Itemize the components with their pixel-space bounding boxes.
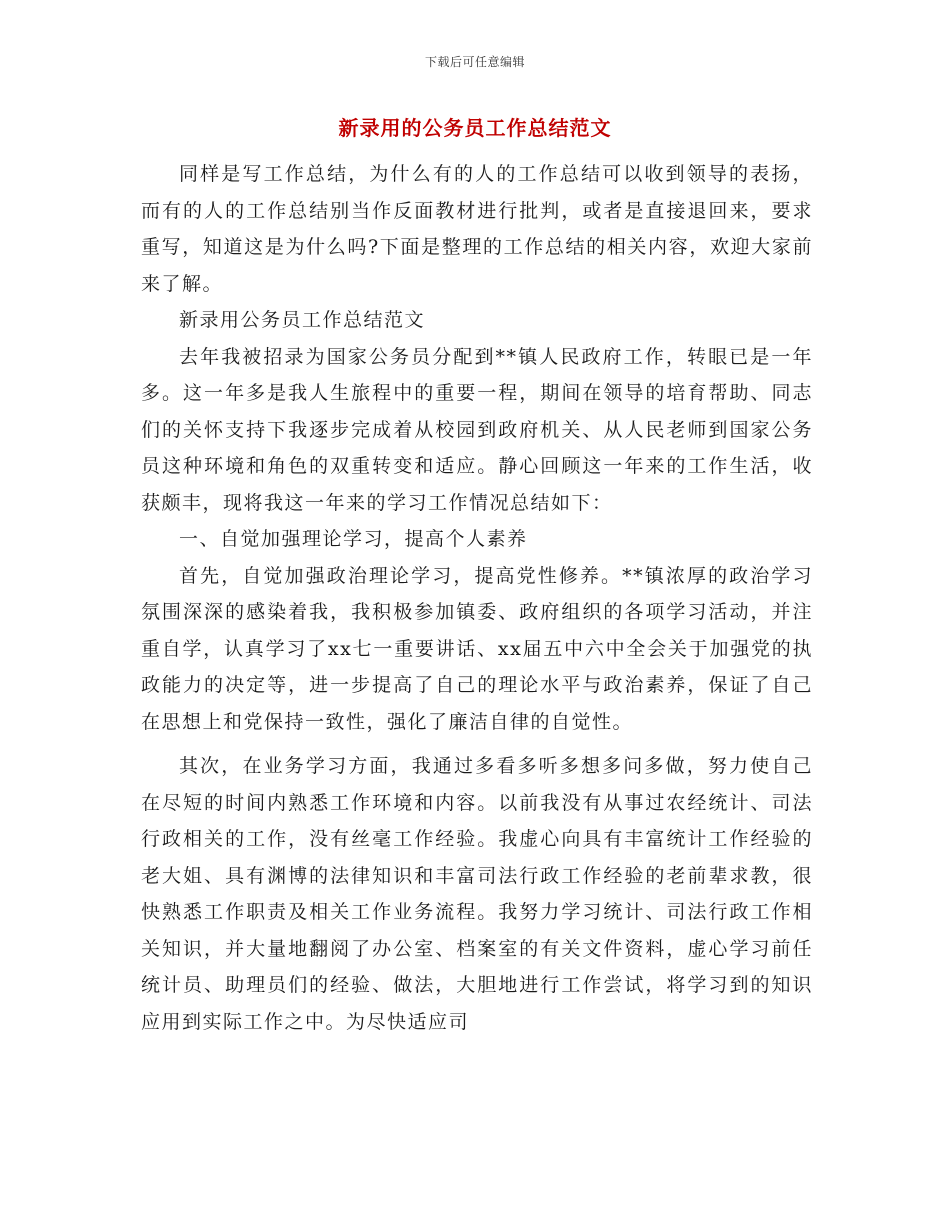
header-note: 下载后可任意编辑 <box>424 55 525 69</box>
body-paragraph: 首先，自觉加强政治理论学习，提高党性修养。**镇浓厚的政治学习氛围深深的感染着我，我积极参加镇委、政府组织的各项学习活动，并注重自学，认真学习了xx七一重要讲话、xx届五中六中全会关于加强党的执政能力的决定等，进一步提高了自己的理论水平与政治素养，保证了自己在思想上和党保持一致性，强化了廉洁自律的自觉性。 <box>141 564 813 733</box>
body-paragraph: 其次，在业务学习方面，我通过多看多听多想多问多做，努力使自己在尽短的时间内熟悉工作环境和内容。以前我没有从事过农经统计、司法行政相关的工作，没有丝毫工作经验。我虚心向具有丰富统计工作经验的老大姐、具有渊博的法律知识和丰富司法行政工作经验的老前辈求教，很快熟悉工作职责及相关工作业务流程。我努力学习统计、司法行政工作相关知识，并大量地翻阅了办公室、档案室的有关文件资料，虚心学习前任统计员、助理员们的经验、做法，大胆地进行工作尝试，将学习到的知识应用到实际工作之中。为尽快适应司 <box>141 755 813 1033</box>
body-paragraph: 去年我被招录为国家公务员分配到**镇人民政府工作，转眼已是一年多。这一年多是我人生旅程中的重要一程，期间在领导的培育帮助、同志们的关怀支持下我逐步完成着从校园到政府机关、从人民老师到国家公务员这种环境和角色的双重转变和适应。静心回顾这一年来的工作生活，收获颇丰，现将我这一年来的学习工作情况总结如下： <box>141 345 813 514</box>
intro-paragraph: 同样是写工作总结，为什么有的人的工作总结可以收到领导的表扬，而有的人的工作总结别当作反面教材进行批判，或者是直接退回来，要求重写，知道这是为什么吗?下面是整理的工作总结的相关内容，欢迎大家前来了解。 <box>141 163 813 295</box>
subtitle-paragraph: 新录用公务员工作总结范文 <box>179 309 426 331</box>
section-heading: 一、自觉加强理论学习，提高个人素养 <box>179 528 528 550</box>
document-body <box>141 156 813 1040</box>
document-title: 新录用的公务员工作总结范文 <box>338 116 612 140</box>
